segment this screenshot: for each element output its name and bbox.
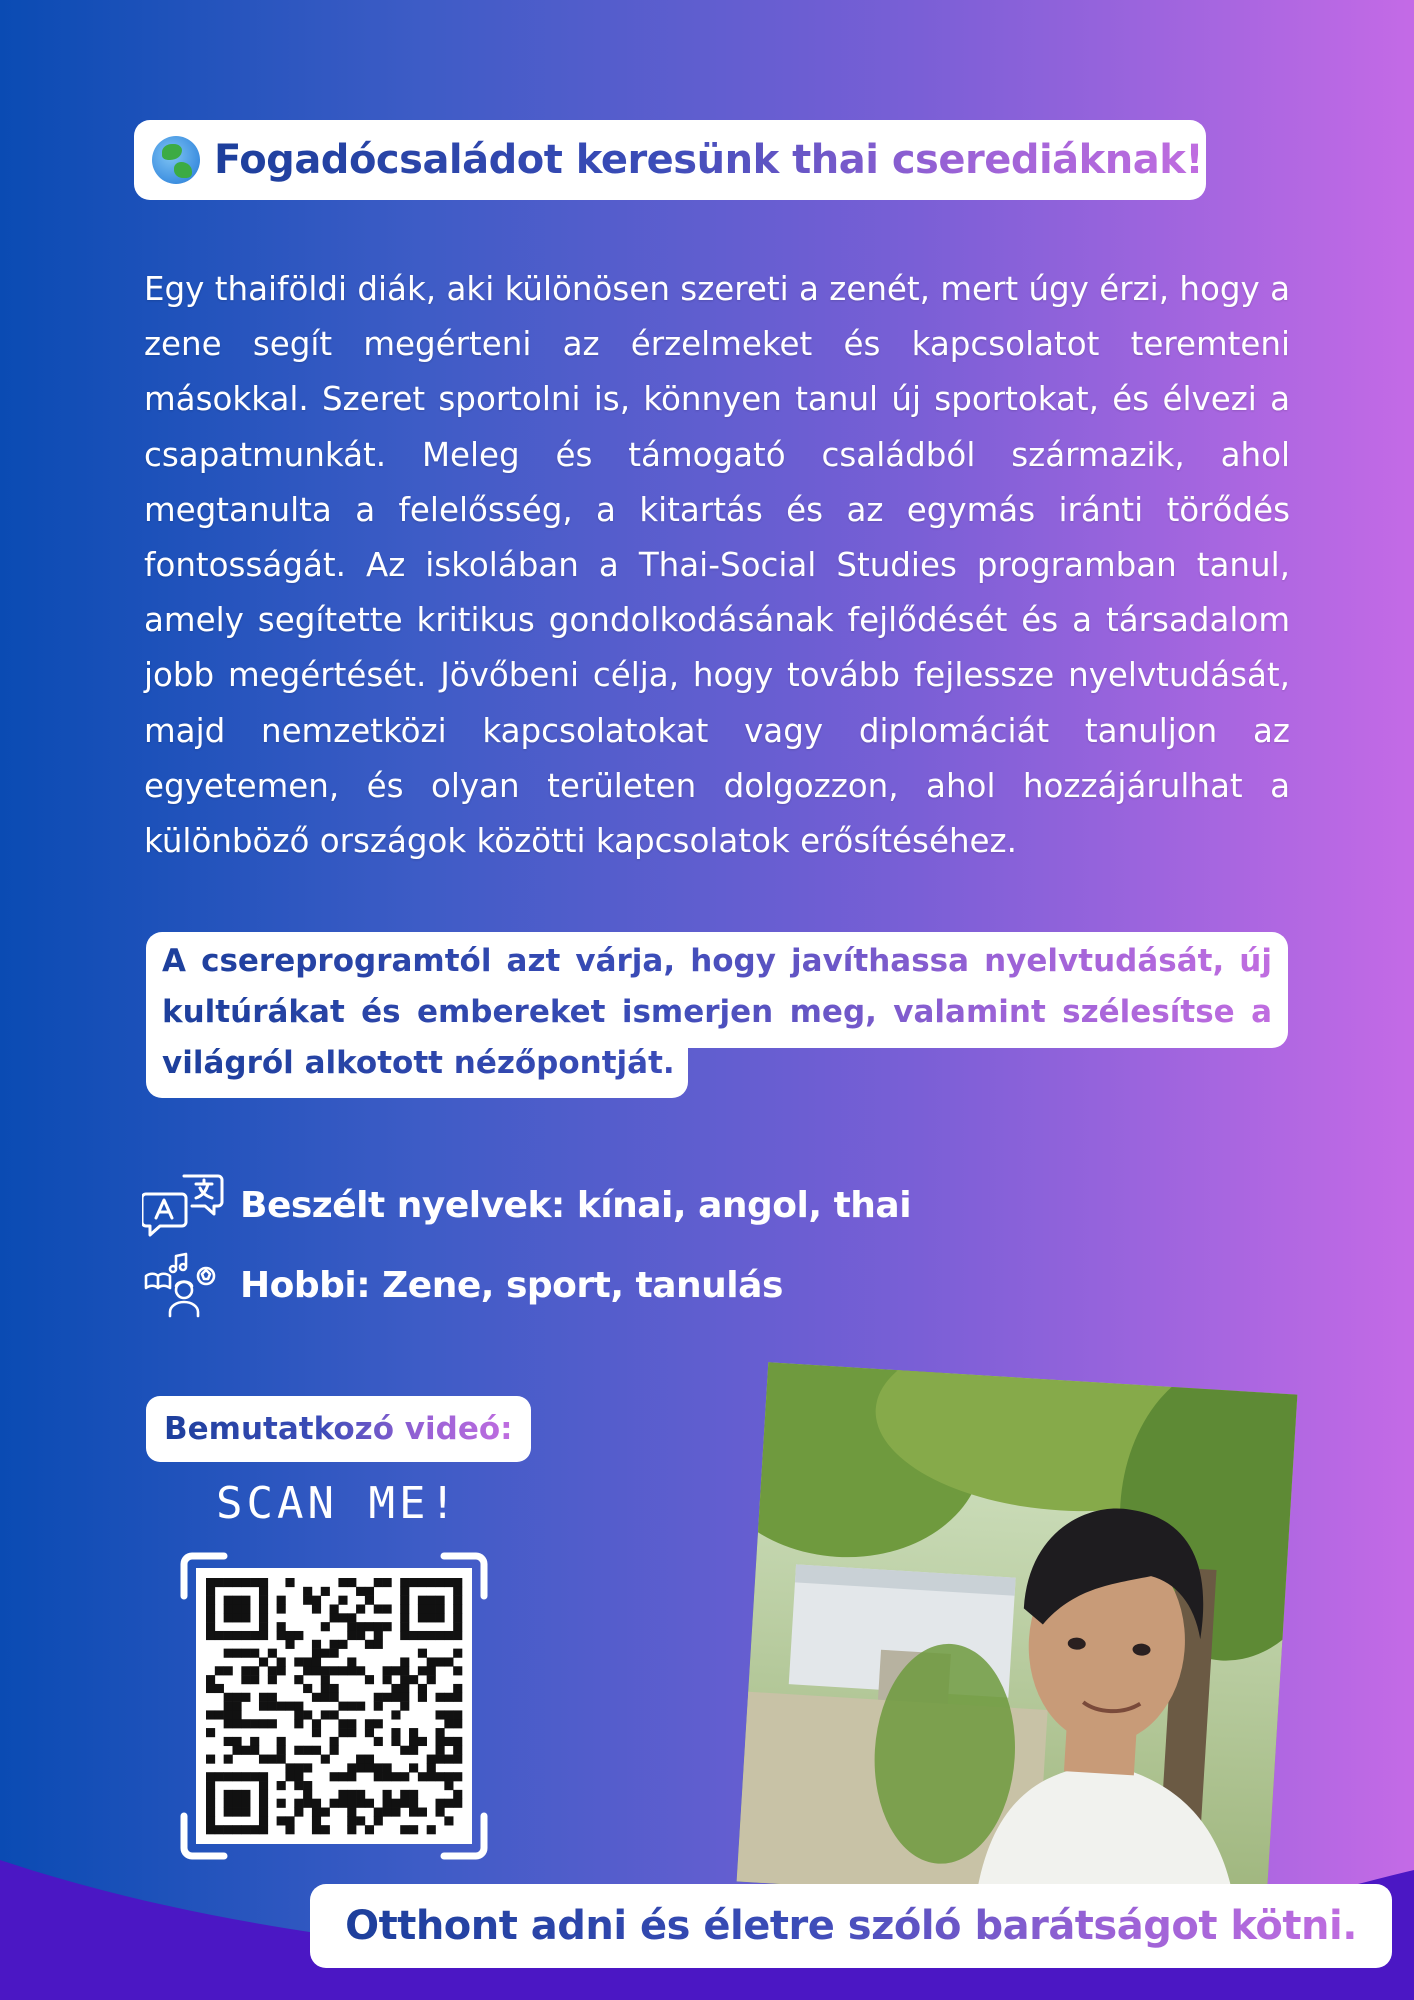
page-title: Fogadócsaládot keresünk thai cserediáknak! <box>214 137 1204 183</box>
expectation-text: A csereprogramtól azt várja, hogy javíthassa nyelvtudását, új kultúrákat és embereket ismerjen meg, valamint szélesítse a világról alkotott nézőpontját. <box>162 936 1272 1089</box>
video-label-badge <box>146 1396 531 1462</box>
hobbies-row <box>142 1252 783 1318</box>
title-banner <box>134 120 1206 200</box>
languages-text: Beszélt nyelvek: kínai, angol, thai <box>240 1184 912 1226</box>
translate-icon <box>142 1172 226 1238</box>
student-photo <box>737 1362 1298 1913</box>
languages-row <box>142 1172 911 1238</box>
expectation-box <box>146 932 1288 1098</box>
video-label: Bemutatkozó videó: <box>164 1411 513 1447</box>
tagline-banner <box>310 1884 1392 1968</box>
qr-code[interactable] <box>196 1568 472 1844</box>
hobbies-icon <box>142 1252 226 1318</box>
scan-me-text: SCAN ME! <box>216 1478 460 1529</box>
student-description: Egy thaiföldi diák, aki különösen szereti a zenét, mert úgy érzi, hogy a zene segít megérteni az érzelmeket és kapcsolatot teremteni másokkal. Szeret sportolni is, könnyen tanul új sportokat, és élvezi a csapatmunkát. Meleg és támogató családból származik, ahol megtanulta a felelősség, a kitartás és az egymás iránti törődés fontosságát. Az iskolában a Thai-Social Studies programban tanul, amely segítette kritikus gondolkodásának fejlődését és a társadalom jobb megértését. Jövőbeni célja, hogy tovább fejlessze nyelvtudását, majd nemzetközi kapcsolatokat vagy diplomáciát tanuljon az egyetemen, és olyan területen dolgozzon, ahol hozzájárulhat a különböző országok közötti kapcsolatok erősítéséhez. <box>144 270 1290 861</box>
hobbies-text: Hobbi: Zene, sport, tanulás <box>240 1264 783 1306</box>
qr-code-graphic <box>196 1568 472 1844</box>
tagline-text: Otthont adni és életre szóló barátságot kötni. <box>345 1903 1357 1949</box>
globe-icon <box>152 136 200 184</box>
